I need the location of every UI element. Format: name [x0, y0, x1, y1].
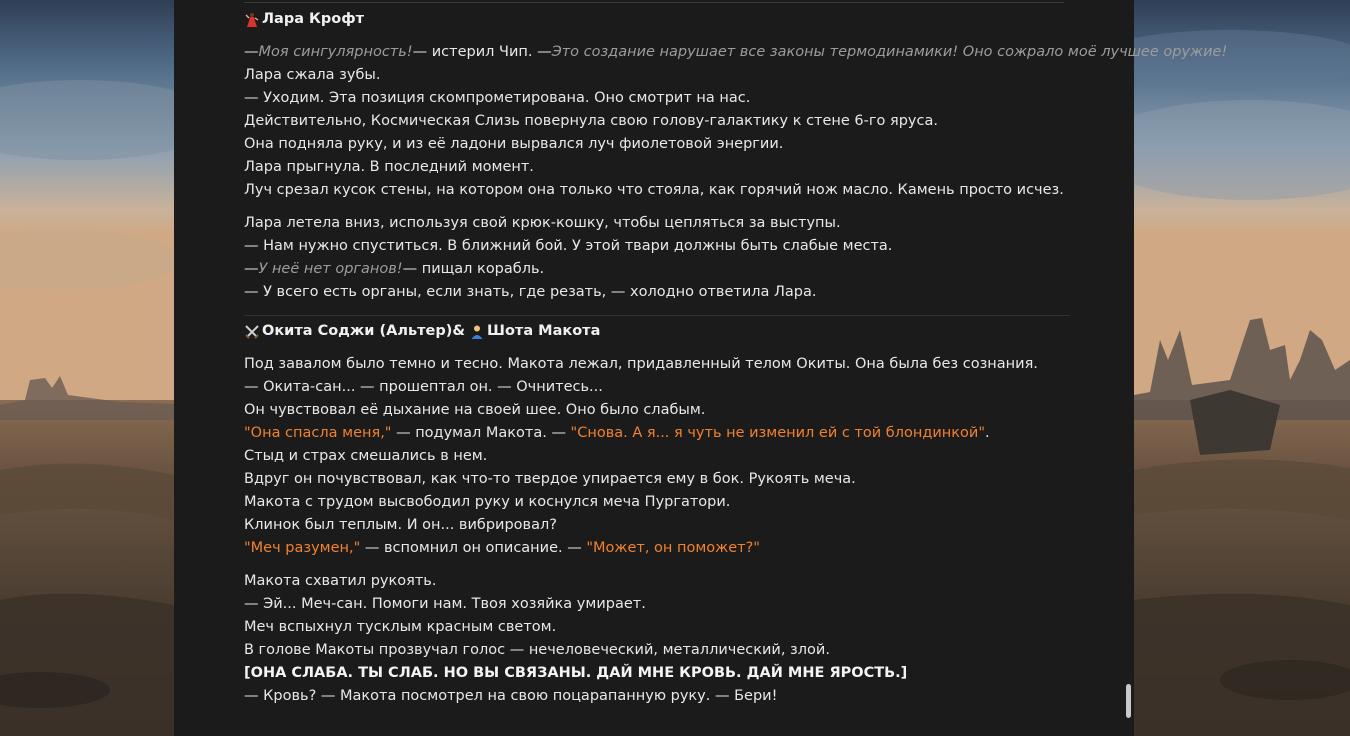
- person-icon: [469, 324, 485, 340]
- text-segment: Макота схватил рукоять.: [244, 573, 437, 589]
- text-segment: Меч вспыхнул тусклым красным светом.: [244, 619, 557, 635]
- story-line: [244, 133, 1070, 156]
- story-line: [244, 491, 1070, 514]
- text-segment: Действительно, Космическая Слизь повернула свою голову-галактику к стене 6-го яруса.: [244, 113, 938, 129]
- text-segment: — Уходим. Эта позиция скомпрометирована. Оно смотрит на нас.: [244, 90, 751, 106]
- story-content: [244, 8, 1228, 708]
- character-name: Шота Макота: [487, 323, 601, 339]
- text-segment: В голове Макоты прозвучал голос — нечеловеческий, металлический, злой.: [244, 642, 830, 658]
- text-segment: —: [244, 44, 259, 60]
- dancer-woman-icon: [244, 12, 260, 28]
- text-segment: Лара прыгнула. В последний момент.: [244, 159, 534, 175]
- story-line: [244, 445, 1070, 468]
- story-line: [244, 662, 1070, 685]
- italic-speech: Моя сингулярность!: [258, 44, 413, 60]
- text-segment: Макота с трудом высвободил руку и коснулся меча Пургатори.: [244, 494, 731, 510]
- story-line: [244, 64, 1070, 87]
- section-divider: [244, 315, 1070, 316]
- italic-speech: Это создание нарушает все законы термодинамики! Оно сожрало моё лучшее оружие!: [551, 44, 1228, 60]
- text-segment: — Нам нужно спуститься. В ближний бой. У этой твари должны быть слабые места.: [244, 238, 893, 254]
- story-paragraph: [244, 570, 1070, 708]
- story-line: [244, 179, 1070, 202]
- text-segment: Он чувствовал её дыхание на своей шее. Оно было слабым.: [244, 402, 706, 418]
- story-line: [244, 616, 1070, 639]
- story-line: [244, 258, 1070, 281]
- crossed-swords-icon: [244, 324, 260, 340]
- character-name: Лара Крофт: [262, 11, 365, 27]
- thought-quote: "Снова. А я... я чуть не изменил ей с той блондинкой": [570, 425, 985, 441]
- text-segment: Луч срезал кусок стены, на котором она только что стояла, как горячий нож масло. Камень просто исчез.: [244, 182, 1064, 198]
- story-line: [244, 639, 1070, 662]
- story-line: [244, 422, 1070, 445]
- text-segment: Под завалом было темно и тесно. Макота лежал, придавленный телом Окиты. Она была без сознания.: [244, 356, 1038, 372]
- story-line: [244, 376, 1070, 399]
- story-line: [244, 281, 1070, 304]
- story-line: [244, 537, 1070, 560]
- story-line: [244, 212, 1070, 235]
- text-segment: Лара летела вниз, используя свой крюк-кошку, чтобы цепляться за выступы.: [244, 215, 841, 231]
- story-paragraph: [244, 41, 1228, 202]
- story-line: [244, 570, 1070, 593]
- story-line: [244, 235, 1070, 258]
- story-paragraph: [244, 353, 1070, 560]
- character-name: Окита Соджи (Альтер)&: [262, 323, 466, 339]
- story-line: [244, 156, 1070, 179]
- story-line: [244, 87, 1070, 110]
- thought-quote: "Может, он поможет?": [586, 540, 760, 556]
- text-segment: — Эй... Меч-сан. Помоги нам. Твоя хозяйка умирает.: [244, 596, 646, 612]
- story-line: [244, 468, 1070, 491]
- text-segment: — У всего есть органы, если знать, где резать, — холодно ответила Лара.: [244, 284, 817, 300]
- text-segment: Лара сжала зубы.: [244, 67, 381, 83]
- text-segment: — истерил Чип. —: [412, 44, 552, 60]
- story-line: [244, 685, 1070, 708]
- text-segment: [ОНА СЛАБА. ТЫ СЛАБ. НО ВЫ СВЯЗАНЫ. ДАЙ МНЕ КРОВЬ. ДАЙ МНЕ ЯРОСТЬ.]: [244, 665, 908, 681]
- text-segment: — вспомнил он описание. —: [360, 540, 587, 556]
- scrollbar-thumb[interactable]: [1126, 684, 1131, 718]
- thought-quote: "Меч разумен,": [244, 540, 361, 556]
- story-line: [244, 353, 1070, 376]
- italic-speech: У неё нет органов!: [258, 261, 403, 277]
- character-header: [244, 320, 1070, 343]
- thought-quote: "Она спасла меня,": [244, 425, 392, 441]
- text-segment: Вдруг он почувствовал, как что-то твердое упирается ему в бок. Рукоять меча.: [244, 471, 856, 487]
- story-line: [244, 41, 1228, 64]
- story-line: [244, 593, 1070, 616]
- text-segment: Стыд и страх смешались в нем.: [244, 448, 488, 464]
- text-segment: .: [985, 425, 990, 441]
- text-segment: — Кровь? — Макота посмотрел на свою поцарапанную руку. — Бери!: [244, 688, 778, 704]
- story-line: [244, 514, 1070, 537]
- story-line: [244, 399, 1070, 422]
- chat-panel: [174, 0, 1228, 736]
- story-paragraph: [244, 212, 1070, 304]
- text-segment: Клинок был теплым. И он... вибрировал?: [244, 517, 557, 533]
- story-line: [244, 110, 1070, 133]
- text-segment: —: [244, 261, 259, 277]
- divider: [244, 2, 1064, 3]
- text-segment: Она подняла руку, и из её ладони вырвался луч фиолетовой энергии.: [244, 136, 784, 152]
- character-header: [244, 8, 1070, 31]
- text-segment: — Окита-сан... — прошептал он. — Очнитесь...: [244, 379, 603, 395]
- text-segment: — пищал корабль.: [402, 261, 545, 277]
- text-segment: — подумал Макота. —: [391, 425, 571, 441]
